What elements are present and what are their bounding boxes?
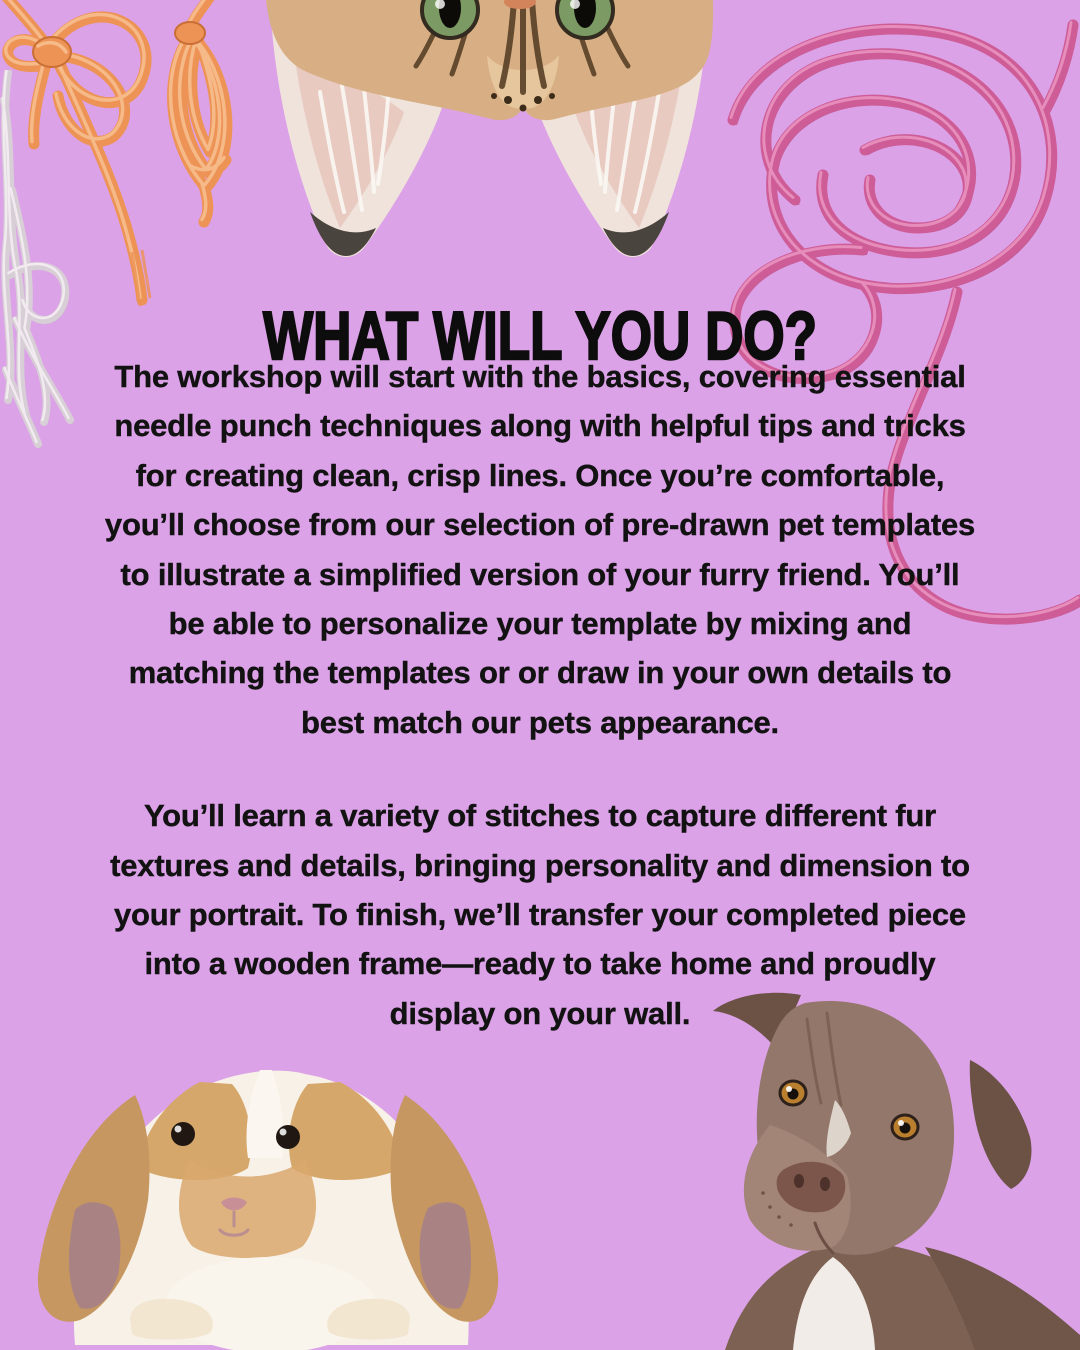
body-line: The workshop will start with the basics, covering essential: [114, 359, 966, 394]
body-copy: [0, 352, 1080, 1038]
body-line: into a wooden frame—ready to take home and proudly: [144, 946, 936, 982]
orange-yarn-hank-image: [148, 0, 266, 228]
body-line: matching the templates or or draw in your own details to: [128, 655, 952, 691]
body-line: textures and details, bringing personality and dimension to: [110, 847, 970, 883]
body-line: needle punch techniques along with helpful tips and tricks: [114, 408, 966, 444]
body-line: display on your wall.: [389, 995, 691, 1031]
dog-image: [675, 985, 1080, 1350]
body-line: best match our pets appearance.: [301, 704, 779, 740]
paragraph-2: [0, 791, 1080, 1038]
cat-face-image: [262, 0, 717, 270]
body-line: your portrait. To finish, we’ll transfer your completed piece: [114, 897, 966, 933]
body-line: You’ll learn a variety of stitches to capture different fur: [143, 798, 937, 834]
body-line: for creating clean, crisp lines. Once you’re comfortable,: [135, 457, 945, 493]
body-line: you’ll choose from our selection of pre-drawn pet templates: [104, 507, 976, 543]
paragraph-1: [0, 352, 1080, 747]
rabbit-image: [20, 1050, 520, 1350]
page-title-text: WHAT WILL YOU DO?: [263, 297, 817, 374]
body-line: to illustrate a simplified version of your furry friend. You’ll: [120, 556, 960, 592]
body-line: be able to personalize your template by mixing and: [168, 606, 912, 642]
